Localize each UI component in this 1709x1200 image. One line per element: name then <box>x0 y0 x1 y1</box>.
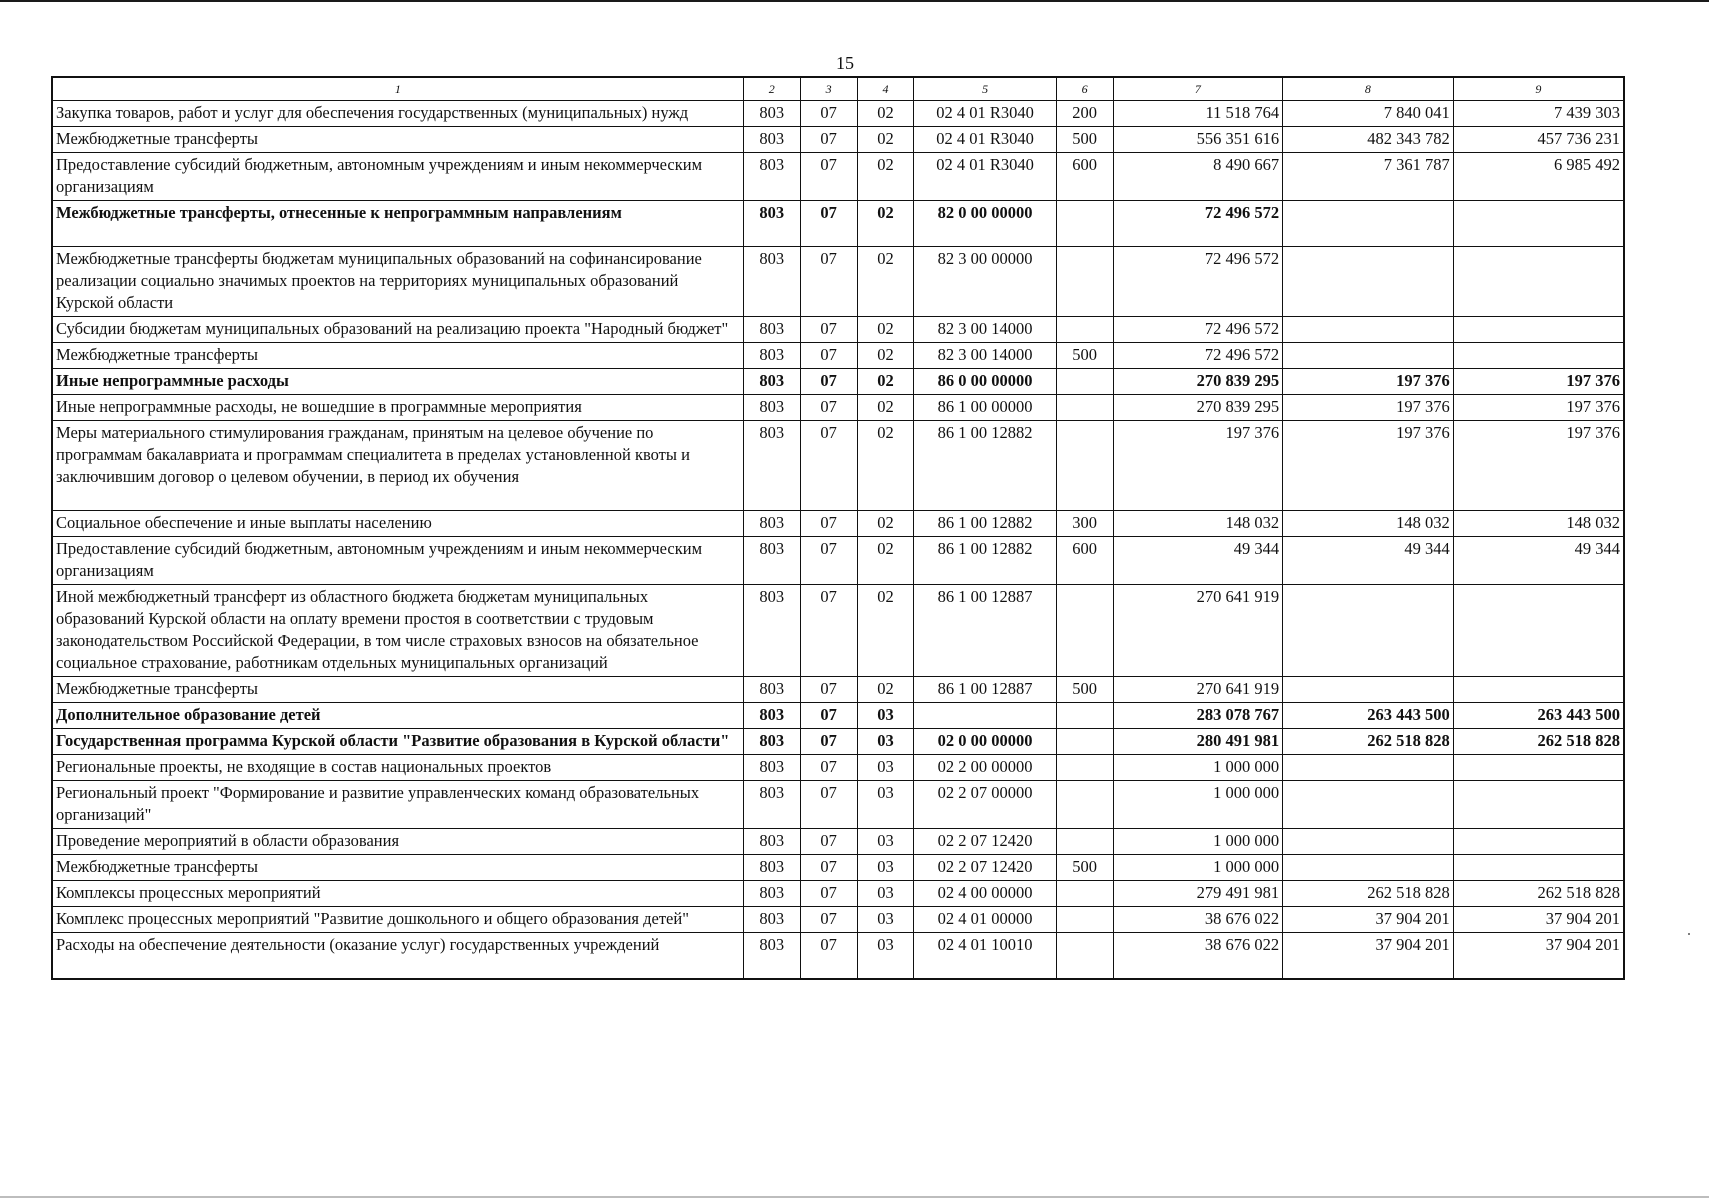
cell-amount-9 <box>1453 585 1624 677</box>
table-row <box>52 317 1624 343</box>
cell-ministry: 803 <box>743 101 800 127</box>
cell-amount-8: 7 361 787 <box>1283 153 1454 201</box>
cell-target-article: 82 3 00 14000 <box>914 343 1056 369</box>
cell-expense-type <box>1056 395 1113 421</box>
row-name: Проведение мероприятий в области образования <box>52 829 743 855</box>
cell-target-article: 02 4 01 R3040 <box>914 127 1056 153</box>
row-name: Межбюджетные трансферты <box>52 677 743 703</box>
cell-target-article: 02 4 00 00000 <box>914 881 1056 907</box>
cell-target-article: 02 4 01 R3040 <box>914 153 1056 201</box>
cell-expense-type <box>1056 781 1113 829</box>
table-row <box>52 421 1624 511</box>
cell-ministry: 803 <box>743 127 800 153</box>
cell-amount-9: 197 376 <box>1453 421 1624 511</box>
cell-ministry: 803 <box>743 755 800 781</box>
cell-ministry: 803 <box>743 317 800 343</box>
cell-expense-type: 600 <box>1056 153 1113 201</box>
cell-amount-8 <box>1283 317 1454 343</box>
cell-subsection: 02 <box>857 247 914 317</box>
cell-amount-9 <box>1453 343 1624 369</box>
cell-amount-9 <box>1453 677 1624 703</box>
cell-subsection: 02 <box>857 511 914 537</box>
cell-amount-9: 457 736 231 <box>1453 127 1624 153</box>
header-cell: 3 <box>800 77 857 101</box>
cell-amount-8 <box>1283 855 1454 881</box>
table-row <box>52 907 1624 933</box>
cell-expense-type <box>1056 881 1113 907</box>
cell-ministry: 803 <box>743 677 800 703</box>
cell-amount-7: 270 839 295 <box>1113 369 1283 395</box>
cell-target-article: 86 0 00 00000 <box>914 369 1056 395</box>
row-name: Комплекс процессных мероприятий "Развитие дошкольного и общего образования детей" <box>52 907 743 933</box>
row-name: Иные непрограммные расходы, не вошедшие в программные мероприятия <box>52 395 743 421</box>
cell-amount-7: 8 490 667 <box>1113 153 1283 201</box>
cell-expense-type <box>1056 755 1113 781</box>
cell-subsection: 03 <box>857 703 914 729</box>
header-cell: 7 <box>1113 77 1283 101</box>
row-name: Межбюджетные трансферты, отнесенные к непрограммным направлениям <box>52 201 743 247</box>
cell-expense-type <box>1056 317 1113 343</box>
table-row <box>52 153 1624 201</box>
cell-subsection: 03 <box>857 907 914 933</box>
table-row <box>52 585 1624 677</box>
header-cell: 2 <box>743 77 800 101</box>
cell-section: 07 <box>800 881 857 907</box>
cell-section: 07 <box>800 101 857 127</box>
cell-amount-8: 263 443 500 <box>1283 703 1454 729</box>
cell-subsection: 02 <box>857 343 914 369</box>
row-name: Комплексы процессных мероприятий <box>52 881 743 907</box>
cell-subsection: 03 <box>857 755 914 781</box>
cell-amount-9: 37 904 201 <box>1453 933 1624 980</box>
cell-target-article: 82 3 00 00000 <box>914 247 1056 317</box>
cell-subsection: 03 <box>857 829 914 855</box>
cell-expense-type <box>1056 585 1113 677</box>
cell-subsection: 02 <box>857 201 914 247</box>
header-cell: 6 <box>1056 77 1113 101</box>
table-row <box>52 369 1624 395</box>
cell-section: 07 <box>800 369 857 395</box>
table-row <box>52 729 1624 755</box>
cell-expense-type <box>1056 933 1113 980</box>
scan-edge-top <box>0 0 1709 2</box>
cell-amount-9: 7 439 303 <box>1453 101 1624 127</box>
cell-section: 07 <box>800 317 857 343</box>
cell-expense-type: 500 <box>1056 127 1113 153</box>
cell-amount-8: 262 518 828 <box>1283 881 1454 907</box>
row-name: Межбюджетные трансферты <box>52 855 743 881</box>
row-name: Дополнительное образование детей <box>52 703 743 729</box>
cell-section: 07 <box>800 343 857 369</box>
cell-amount-8 <box>1283 677 1454 703</box>
cell-amount-8 <box>1283 343 1454 369</box>
cell-amount-9: 37 904 201 <box>1453 907 1624 933</box>
cell-section: 07 <box>800 703 857 729</box>
cell-target-article: 86 1 00 12882 <box>914 511 1056 537</box>
cell-amount-7: 270 839 295 <box>1113 395 1283 421</box>
cell-expense-type: 300 <box>1056 511 1113 537</box>
cell-ministry: 803 <box>743 881 800 907</box>
cell-subsection: 03 <box>857 881 914 907</box>
row-name: Меры материального стимулирования гражданам, принятым на целевое обучение по программам бакалавриата и программам специалитета в пределах установленной квоты и заключившим договор о целевом обучении, в период их обучения <box>52 421 743 511</box>
cell-section: 07 <box>800 585 857 677</box>
row-name: Иные непрограммные расходы <box>52 369 743 395</box>
cell-target-article: 02 4 01 00000 <box>914 907 1056 933</box>
row-name: Субсидии бюджетам муниципальных образований на реализацию проекта "Народный бюджет" <box>52 317 743 343</box>
cell-subsection: 03 <box>857 781 914 829</box>
cell-amount-8: 37 904 201 <box>1283 907 1454 933</box>
table-row <box>52 781 1624 829</box>
cell-expense-type <box>1056 703 1113 729</box>
cell-amount-7: 49 344 <box>1113 537 1283 585</box>
cell-subsection: 02 <box>857 421 914 511</box>
cell-amount-8 <box>1283 201 1454 247</box>
cell-amount-7: 280 491 981 <box>1113 729 1283 755</box>
table-row <box>52 537 1624 585</box>
row-name: Межбюджетные трансферты <box>52 127 743 153</box>
cell-amount-8 <box>1283 755 1454 781</box>
cell-amount-7: 1 000 000 <box>1113 781 1283 829</box>
cell-amount-8 <box>1283 829 1454 855</box>
cell-ministry: 803 <box>743 395 800 421</box>
cell-subsection: 02 <box>857 677 914 703</box>
cell-subsection: 02 <box>857 395 914 421</box>
cell-ministry: 803 <box>743 153 800 201</box>
table-row <box>52 511 1624 537</box>
cell-amount-7: 270 641 919 <box>1113 677 1283 703</box>
table-row <box>52 755 1624 781</box>
cell-section: 07 <box>800 755 857 781</box>
cell-subsection: 03 <box>857 855 914 881</box>
cell-expense-type: 500 <box>1056 677 1113 703</box>
cell-expense-type: 200 <box>1056 101 1113 127</box>
table-row <box>52 201 1624 247</box>
cell-subsection: 02 <box>857 537 914 585</box>
cell-amount-9: 262 518 828 <box>1453 881 1624 907</box>
cell-ministry: 803 <box>743 781 800 829</box>
cell-ministry: 803 <box>743 343 800 369</box>
cell-ministry: 803 <box>743 201 800 247</box>
cell-amount-7: 1 000 000 <box>1113 855 1283 881</box>
budget-table <box>51 76 1625 980</box>
row-name: Социальное обеспечение и иные выплаты населению <box>52 511 743 537</box>
cell-amount-9 <box>1453 781 1624 829</box>
cell-amount-7: 148 032 <box>1113 511 1283 537</box>
cell-section: 07 <box>800 395 857 421</box>
cell-amount-9: 197 376 <box>1453 369 1624 395</box>
cell-section: 07 <box>800 247 857 317</box>
cell-target-article: 02 2 00 00000 <box>914 755 1056 781</box>
cell-amount-7: 72 496 572 <box>1113 317 1283 343</box>
cell-amount-8: 49 344 <box>1283 537 1454 585</box>
cell-expense-type <box>1056 247 1113 317</box>
header-cell: 4 <box>857 77 914 101</box>
cell-amount-8: 197 376 <box>1283 369 1454 395</box>
cell-amount-9 <box>1453 247 1624 317</box>
cell-amount-7: 72 496 572 <box>1113 247 1283 317</box>
cell-expense-type <box>1056 369 1113 395</box>
cell-section: 07 <box>800 677 857 703</box>
page-number: 15 <box>836 53 854 73</box>
cell-section: 07 <box>800 127 857 153</box>
table-row <box>52 395 1624 421</box>
row-name: Региональный проект "Формирование и развитие управленческих команд образовательных организаций" <box>52 781 743 829</box>
table-row <box>52 247 1624 317</box>
cell-subsection: 03 <box>857 933 914 980</box>
cell-amount-8 <box>1283 585 1454 677</box>
scan-edge-bottom <box>0 1196 1709 1198</box>
header-row <box>52 77 1624 101</box>
cell-amount-9: 148 032 <box>1453 511 1624 537</box>
cell-subsection: 02 <box>857 153 914 201</box>
cell-amount-8: 197 376 <box>1283 421 1454 511</box>
table-row <box>52 703 1624 729</box>
table-row <box>52 677 1624 703</box>
header-cell: 5 <box>914 77 1056 101</box>
cell-amount-7: 197 376 <box>1113 421 1283 511</box>
row-name: Региональные проекты, не входящие в состав национальных проектов <box>52 755 743 781</box>
cell-amount-7: 72 496 572 <box>1113 201 1283 247</box>
cell-ministry: 803 <box>743 585 800 677</box>
cell-ministry: 803 <box>743 829 800 855</box>
cell-target-article <box>914 703 1056 729</box>
cell-amount-7: 1 000 000 <box>1113 755 1283 781</box>
cell-ministry: 803 <box>743 369 800 395</box>
cell-amount-7: 279 491 981 <box>1113 881 1283 907</box>
cell-amount-8 <box>1283 247 1454 317</box>
cell-amount-8: 148 032 <box>1283 511 1454 537</box>
cell-section: 07 <box>800 729 857 755</box>
cell-amount-8: 37 904 201 <box>1283 933 1454 980</box>
cell-ministry: 803 <box>743 933 800 980</box>
cell-section: 07 <box>800 153 857 201</box>
cell-expense-type: 600 <box>1056 537 1113 585</box>
cell-section: 07 <box>800 933 857 980</box>
cell-ministry: 803 <box>743 247 800 317</box>
cell-ministry: 803 <box>743 511 800 537</box>
cell-amount-7: 1 000 000 <box>1113 829 1283 855</box>
cell-ministry: 803 <box>743 703 800 729</box>
cell-section: 07 <box>800 829 857 855</box>
cell-amount-8: 262 518 828 <box>1283 729 1454 755</box>
header-cell: 8 <box>1283 77 1454 101</box>
table-row <box>52 127 1624 153</box>
cell-target-article: 02 2 07 00000 <box>914 781 1056 829</box>
cell-amount-7: 11 518 764 <box>1113 101 1283 127</box>
cell-target-article: 82 0 00 00000 <box>914 201 1056 247</box>
cell-amount-8 <box>1283 781 1454 829</box>
row-name: Предоставление субсидий бюджетным, автономным учреждениям и иным некоммерческим организациям <box>52 153 743 201</box>
header-cell: 1 <box>52 77 743 101</box>
cell-section: 07 <box>800 421 857 511</box>
cell-amount-7: 270 641 919 <box>1113 585 1283 677</box>
table-row <box>52 855 1624 881</box>
cell-amount-8: 482 343 782 <box>1283 127 1454 153</box>
row-name: Межбюджетные трансферты <box>52 343 743 369</box>
table-row <box>52 829 1624 855</box>
cell-amount-9 <box>1453 201 1624 247</box>
cell-target-article: 86 1 00 00000 <box>914 395 1056 421</box>
cell-subsection: 02 <box>857 317 914 343</box>
cell-target-article: 82 3 00 14000 <box>914 317 1056 343</box>
cell-amount-7: 38 676 022 <box>1113 933 1283 980</box>
cell-amount-9: 197 376 <box>1453 395 1624 421</box>
cell-ministry: 803 <box>743 729 800 755</box>
table-row <box>52 343 1624 369</box>
header-cell: 9 <box>1453 77 1624 101</box>
cell-expense-type <box>1056 729 1113 755</box>
cell-amount-9: 262 518 828 <box>1453 729 1624 755</box>
cell-amount-9: 49 344 <box>1453 537 1624 585</box>
cell-target-article: 02 2 07 12420 <box>914 855 1056 881</box>
cell-subsection: 02 <box>857 101 914 127</box>
cell-amount-7: 556 351 616 <box>1113 127 1283 153</box>
cell-expense-type <box>1056 201 1113 247</box>
cell-target-article: 86 1 00 12882 <box>914 421 1056 511</box>
cell-ministry: 803 <box>743 537 800 585</box>
cell-amount-9 <box>1453 317 1624 343</box>
row-name: Межбюджетные трансферты бюджетам муниципальных образований на софинансирование реализации социально значимых проектов на территориях муниципальных образований Курской области <box>52 247 743 317</box>
cell-section: 07 <box>800 907 857 933</box>
cell-target-article: 02 0 00 00000 <box>914 729 1056 755</box>
cell-amount-9: 263 443 500 <box>1453 703 1624 729</box>
table-row <box>52 933 1624 980</box>
row-name: Расходы на обеспечение деятельности (оказание услуг) государственных учреждений <box>52 933 743 980</box>
cell-target-article: 86 1 00 12887 <box>914 677 1056 703</box>
cell-expense-type: 500 <box>1056 855 1113 881</box>
row-name: Предоставление субсидий бюджетным, автономным учреждениям и иным некоммерческим организациям <box>52 537 743 585</box>
cell-expense-type <box>1056 907 1113 933</box>
cell-amount-9: 6 985 492 <box>1453 153 1624 201</box>
cell-amount-8: 197 376 <box>1283 395 1454 421</box>
cell-section: 07 <box>800 855 857 881</box>
table-row <box>52 101 1624 127</box>
cell-subsection: 02 <box>857 369 914 395</box>
cell-amount-9 <box>1453 755 1624 781</box>
cell-amount-8: 7 840 041 <box>1283 101 1454 127</box>
cell-target-article: 02 4 01 10010 <box>914 933 1056 980</box>
cell-ministry: 803 <box>743 907 800 933</box>
scan-speck <box>1688 933 1690 935</box>
table-row <box>52 881 1624 907</box>
cell-subsection: 02 <box>857 127 914 153</box>
cell-amount-7: 38 676 022 <box>1113 907 1283 933</box>
cell-amount-7: 283 078 767 <box>1113 703 1283 729</box>
cell-expense-type <box>1056 829 1113 855</box>
cell-section: 07 <box>800 781 857 829</box>
cell-target-article: 86 1 00 12882 <box>914 537 1056 585</box>
cell-target-article: 86 1 00 12887 <box>914 585 1056 677</box>
cell-ministry: 803 <box>743 855 800 881</box>
cell-amount-9 <box>1453 855 1624 881</box>
cell-expense-type <box>1056 421 1113 511</box>
cell-target-article: 02 4 01 R3040 <box>914 101 1056 127</box>
cell-ministry: 803 <box>743 421 800 511</box>
cell-subsection: 03 <box>857 729 914 755</box>
cell-section: 07 <box>800 511 857 537</box>
cell-section: 07 <box>800 201 857 247</box>
row-name: Закупка товаров, работ и услуг для обеспечения государственных (муниципальных) нужд <box>52 101 743 127</box>
row-name: Государственная программа Курской области "Развитие образования в Курской области" <box>52 729 743 755</box>
cell-expense-type: 500 <box>1056 343 1113 369</box>
cell-target-article: 02 2 07 12420 <box>914 829 1056 855</box>
cell-amount-9 <box>1453 829 1624 855</box>
cell-amount-7: 72 496 572 <box>1113 343 1283 369</box>
cell-section: 07 <box>800 537 857 585</box>
cell-subsection: 02 <box>857 585 914 677</box>
row-name: Иной межбюджетный трансферт из областного бюджета бюджетам муниципальных образований Курской области на оплату времени простоя в соответствии с трудовым законодательством Российской Федерации, в том числе страховых взносов на обязательное социальное страхование, работникам отдельных муниципальных организаций <box>52 585 743 677</box>
